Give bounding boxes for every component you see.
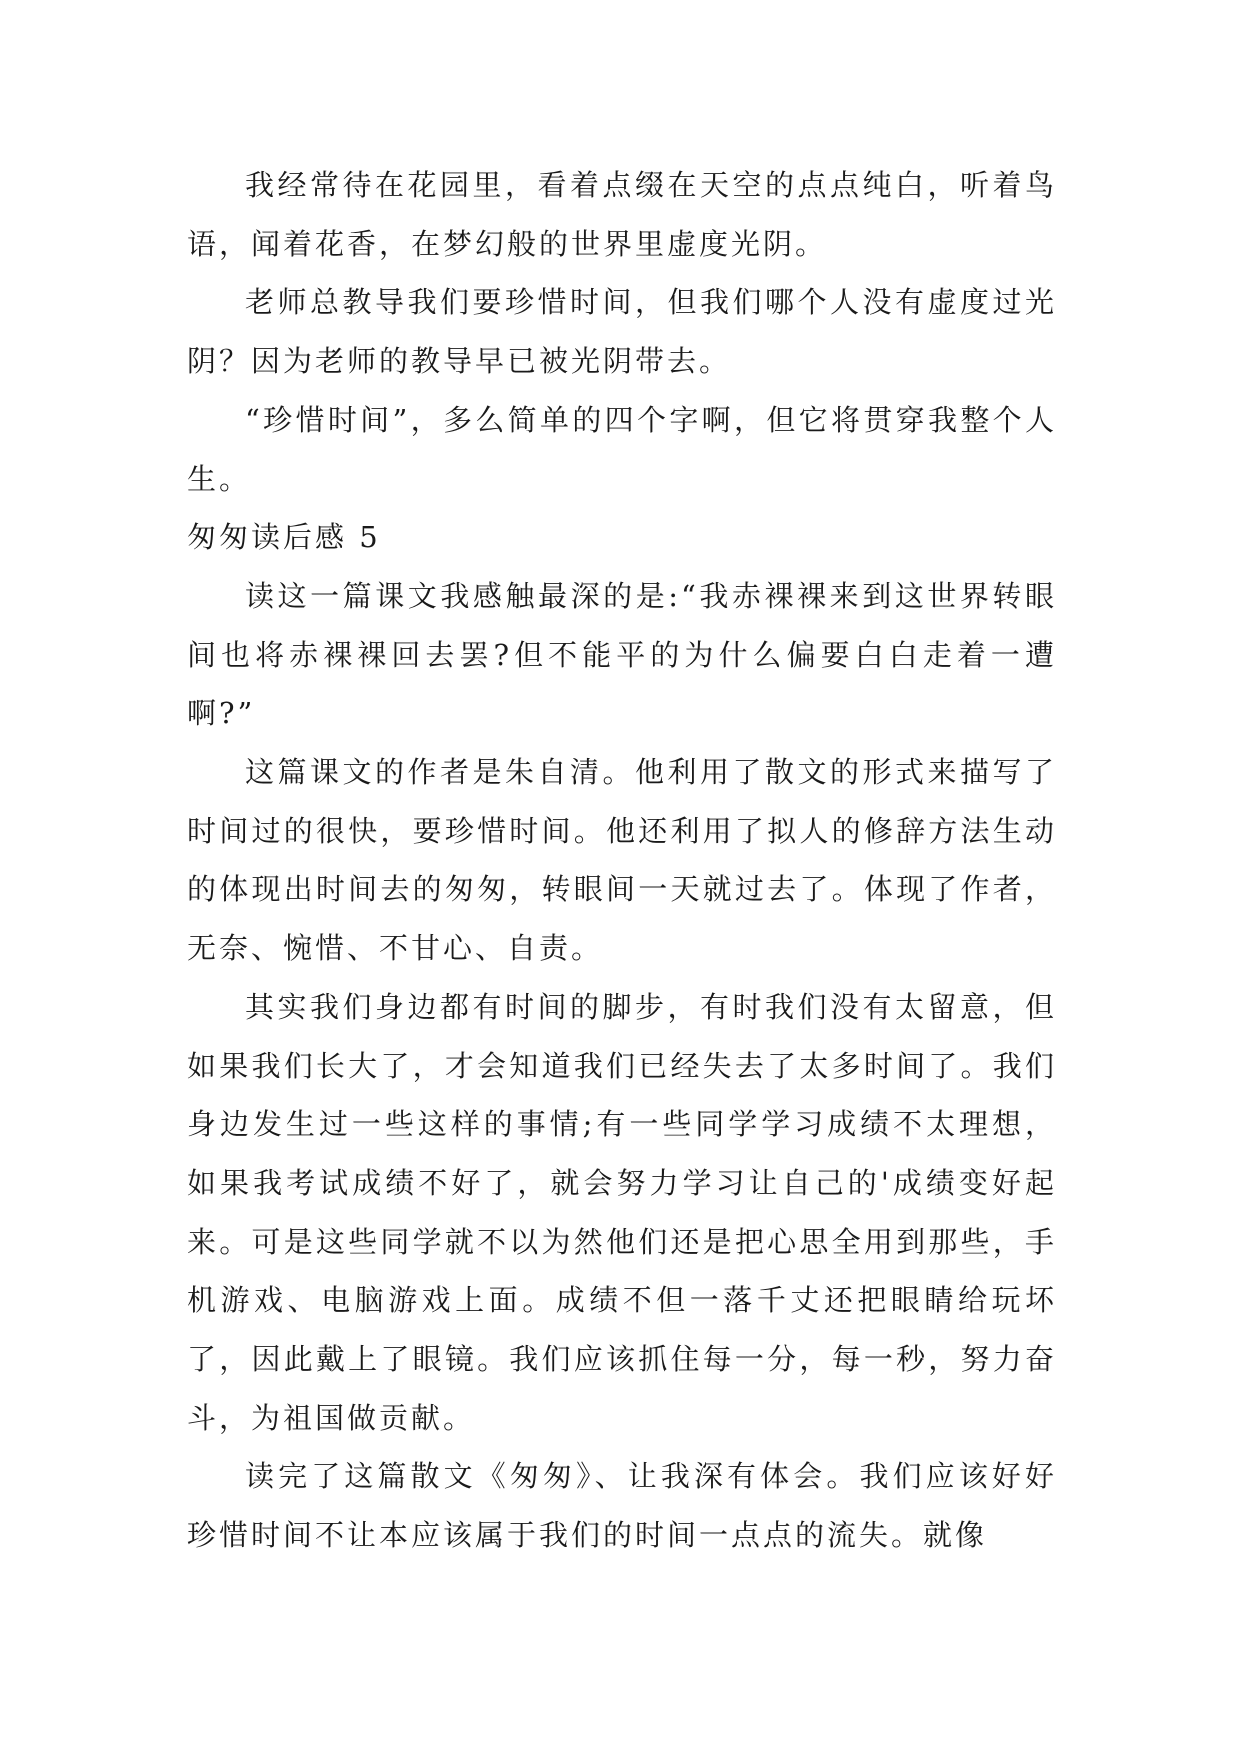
paragraph-cherish-time: “珍惜时间”，多么简单的四个字啊，但它将贯穿我整个人生。 xyxy=(187,402,1057,496)
paragraph-quote: 读这一篇课文我感触最深的是:“我赤裸裸来到这世界转眼间也将赤裸裸回去罢?但不能平的为什么偏要白白走着一遭啊?” xyxy=(187,578,1057,731)
paragraph-conclusion: 读完了这篇散文《匆匆》、让我深有体会。我们应该好好珍惜时间不让本应该属于我们的时间一点点的流失。就像 xyxy=(187,1459,1057,1553)
paragraph-author: 这篇课文的作者是朱自清。他利用了散文的形式来描写了时间过的很快，要珍惜时间。他还利用了拟人的修辞方法生动的体现出时间去的匆匆，转眼间一天就过去了。体现了作者，无奈、惋惜、不甘心、自责。 xyxy=(187,755,1057,966)
paragraph-garden: 我经常待在花园里，看着点缀在天空的点点纯白，听着鸟语，闻着花香，在梦幻般的世界里虚度光阴。 xyxy=(187,168,1057,261)
paragraph-teacher: 老师总教导我们要珍惜时间，但我们哪个人没有虚度过光阴？因为老师的教导早已被光阴带去。 xyxy=(187,285,1057,379)
paragraph-classmates: 其实我们身边都有时间的脚步，有时我们没有太留意，但如果我们长大了，才会知道我们已经失去了太多时间了。我们身边发生过一些这样的事情;有一些同学学习成绩不太理想，如果我考试成绩不好了，就会努力学习让自己的'成绩变好起来。可是这些同学就不以为然他们还是把心思全用到那些，手机游戏、电脑游戏上面。成绩不但一落千丈还把眼睛给玩坏了，因此戴上了眼镜。我们应该抓住每一分，每一秒，努力奋斗，为祖国做贡献。 xyxy=(187,989,1057,1435)
document-body xyxy=(187,156,1057,1565)
section-title: 匆匆读后感 5 xyxy=(187,520,381,555)
